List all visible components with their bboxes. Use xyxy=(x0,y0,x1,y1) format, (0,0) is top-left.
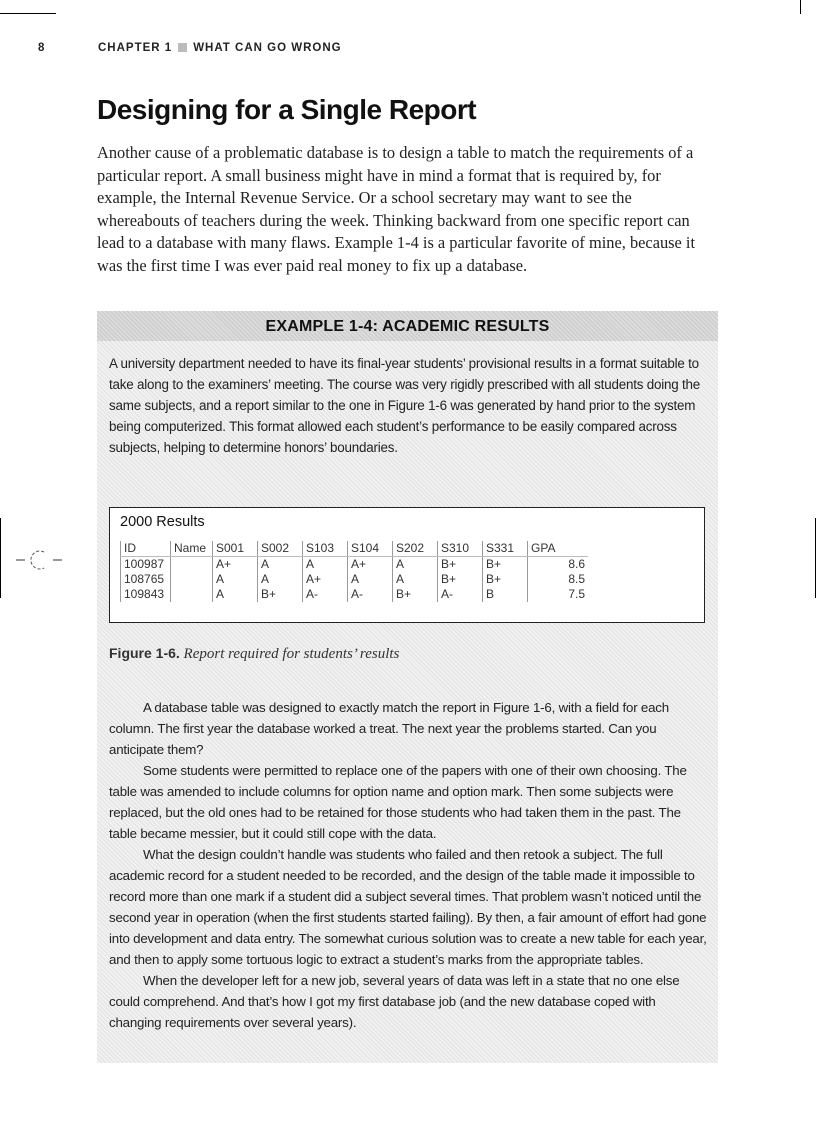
figure-label: Figure 1-6. xyxy=(109,645,180,661)
table-cell: A- xyxy=(348,587,393,602)
table-cell: 109843 xyxy=(121,587,171,602)
example-sidebar xyxy=(97,311,718,1063)
table-cell: A+ xyxy=(303,572,348,587)
column-header: S202 xyxy=(393,541,438,557)
table-cell: A xyxy=(393,572,438,587)
table-header-row xyxy=(121,541,589,557)
section-title: Designing for a Single Report xyxy=(97,94,477,125)
report-table xyxy=(120,541,588,602)
example-intro: A university department needed to have its final-year students’ provisional results in a format suitable to take along to the examiners’ meeting. The course was very rigidly prescribed with all students doing the same subjects, and a report similar to the one in Figure 1-6 was generated by hand prior to the system being computerized. This format allowed each student’s performance to be easily compared across subjects, helping to determine honors’ boundaries. xyxy=(109,356,701,455)
table-cell: A xyxy=(393,557,438,573)
table-cell: 7.5 xyxy=(528,587,589,602)
report-title: 2000 Results xyxy=(120,514,205,530)
chapter-title: WHAT CAN GO WRONG xyxy=(193,42,342,54)
table-cell: A+ xyxy=(213,557,258,573)
chapter-label: CHAPTER 1 xyxy=(98,42,173,54)
page-number: 8 xyxy=(38,42,46,54)
example-paragraph: A database table was designed to exactly match the report in Figure 1-6, with a field for each column. The first year the database worked a treat. The next year the problems started. Can you anticipate them? xyxy=(109,700,669,757)
table-cell: 108765 xyxy=(121,572,171,587)
running-head xyxy=(38,42,342,54)
table-cell: 8.6 xyxy=(528,557,589,573)
table-cell: B+ xyxy=(258,587,303,602)
table-cell: A xyxy=(213,572,258,587)
column-header: S001 xyxy=(213,541,258,557)
table-cell: A xyxy=(258,557,303,573)
crop-mark xyxy=(0,518,1,598)
table-cell: A xyxy=(213,587,258,602)
table-row xyxy=(121,557,589,573)
crop-mark xyxy=(800,0,801,14)
table-cell xyxy=(171,587,213,602)
example-body xyxy=(109,697,711,1033)
column-header: S331 xyxy=(483,541,528,557)
table-cell: A- xyxy=(438,587,483,602)
column-header: ID xyxy=(121,541,171,557)
table-row xyxy=(121,572,589,587)
report-figure xyxy=(109,507,705,623)
table-cell xyxy=(171,557,213,573)
table-cell: 8.5 xyxy=(528,572,589,587)
square-bullet-icon xyxy=(178,43,187,52)
column-header: GPA xyxy=(528,541,589,557)
table-cell xyxy=(171,572,213,587)
table-cell: B+ xyxy=(438,557,483,573)
column-header: S002 xyxy=(258,541,303,557)
example-paragraph: Some students were permitted to replace one of the papers with one of their own choosing. The table was amended to include columns for option name and option mark. Then some subjects were replaced, but the old ones had to be retained for those students who had taken them in the past. The table became messier, but it could still cope with the data. xyxy=(109,763,687,841)
table-cell: A xyxy=(303,557,348,573)
column-header: S104 xyxy=(348,541,393,557)
intro-paragraph: Another cause of a problematic database is to design a table to match the requirements of a particular report. A small business might have in mind a format that is required by, for example, the Internal Revenue Service. Or a school secretary may want to see the whereabouts of teachers during the week. Thinking backward from one specific report can lead to a database with many flaws. Example 1-4 is a particular favorite of mine, because it was the first time I was ever paid real money to fix up a database. xyxy=(97,143,696,275)
table-cell: A xyxy=(348,572,393,587)
table-cell: A+ xyxy=(348,557,393,573)
table-cell: A- xyxy=(303,587,348,602)
column-header: S103 xyxy=(303,541,348,557)
crop-mark xyxy=(0,13,56,14)
figure-caption-text: Report required for students’ results xyxy=(183,646,400,662)
table-cell: B+ xyxy=(483,557,528,573)
table-cell: A xyxy=(258,572,303,587)
registration-mark-icon xyxy=(16,548,62,572)
table-cell: B xyxy=(483,587,528,602)
column-header: S310 xyxy=(438,541,483,557)
figure-caption xyxy=(109,645,399,663)
table-cell: 100987 xyxy=(121,557,171,573)
example-title: EXAMPLE 1-4: ACADEMIC RESULTS xyxy=(97,311,718,341)
example-paragraph: When the developer left for a new job, several years of data was left in a state that no one else could comprehend. And that’s how I got my first database job (and the new database coped with changing requirements over several years). xyxy=(109,973,680,1030)
table-cell: B+ xyxy=(438,572,483,587)
table-cell: B+ xyxy=(393,587,438,602)
example-paragraph: What the design couldn’t handle was students who failed and then retook a subject. The full academic record for a student needed to be recorded, and the design of the table made it impossible to record more than one mark if a student did a subject several times. That problem wasn’t noticed until the second year in operation (when the first students started failing). By then, a fair amount of effort had gone into development and data entry. The somewhat curious solution was to create a new table for each year, and then to apply some tortuous logic to extract a student’s marks from the appropriate tables. xyxy=(109,847,707,967)
column-header: Name xyxy=(171,541,213,557)
table-row xyxy=(121,587,589,602)
table-cell: B+ xyxy=(483,572,528,587)
